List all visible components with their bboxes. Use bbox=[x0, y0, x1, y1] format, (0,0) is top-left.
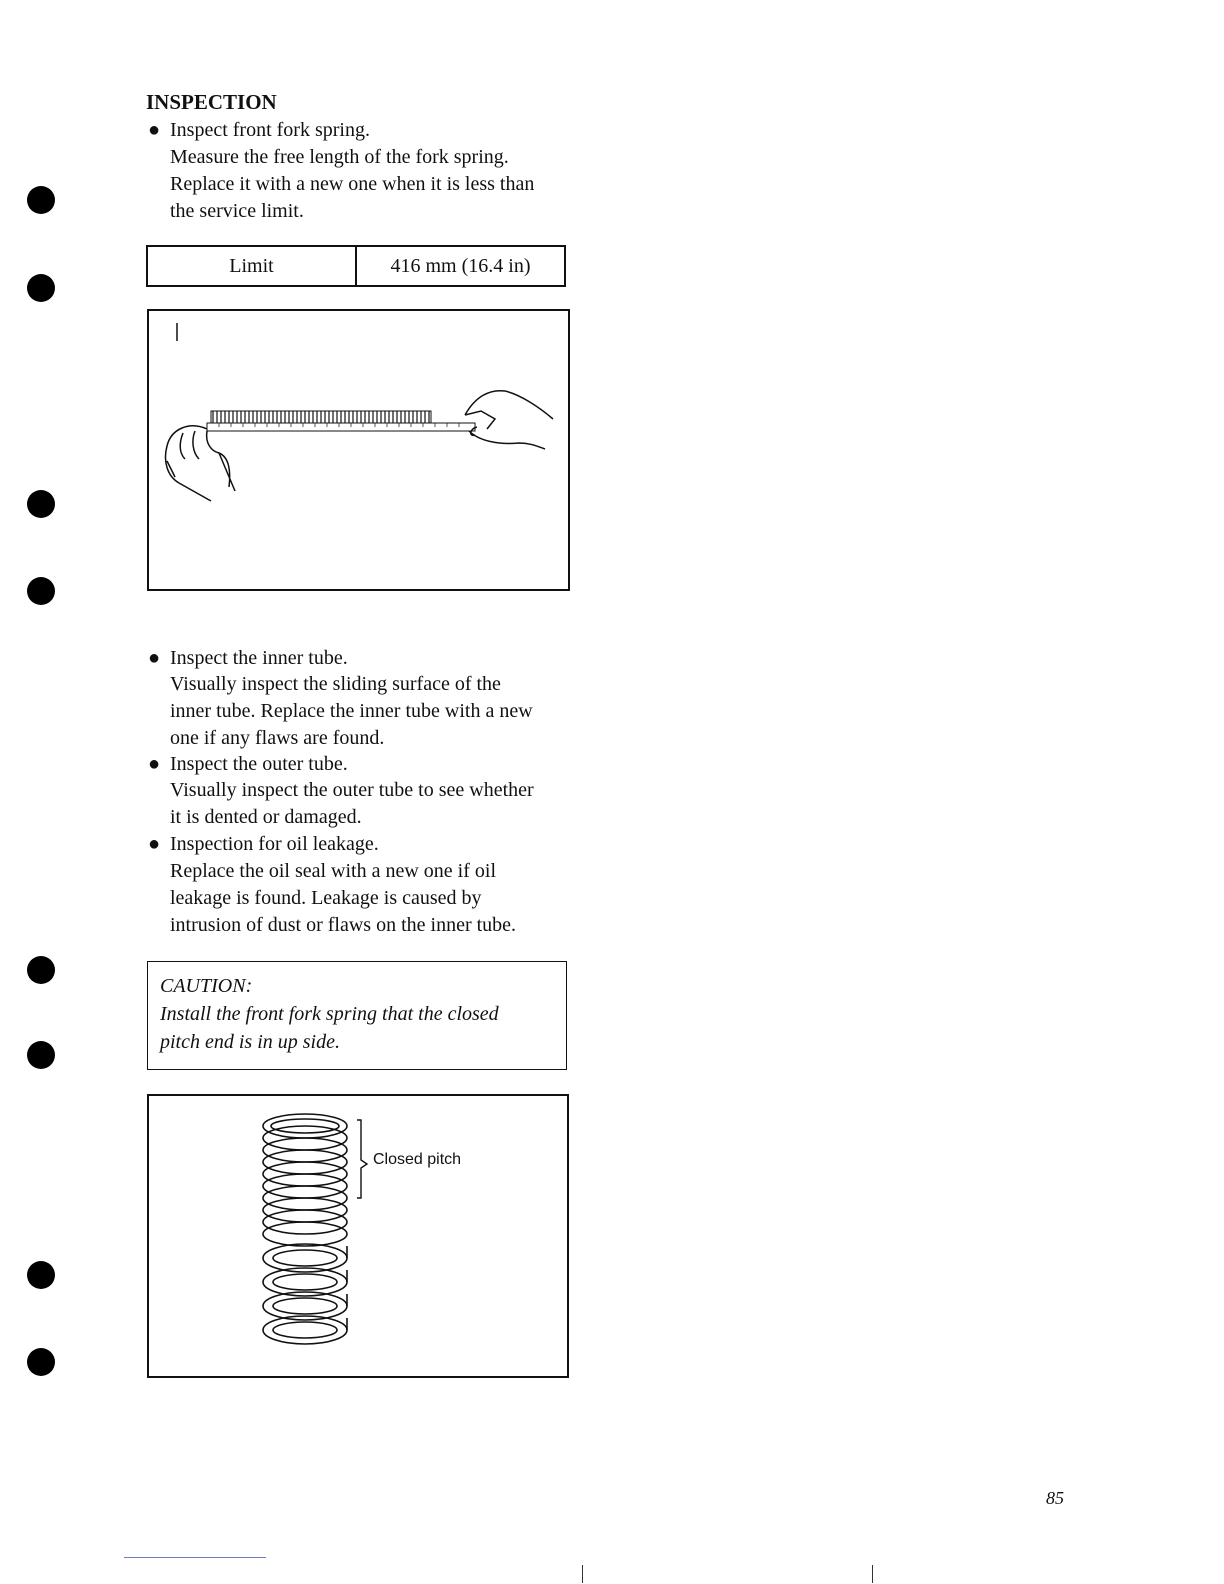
figure-spring-orientation bbox=[147, 1094, 569, 1378]
body-line: Replace the oil seal with a new one if oil bbox=[170, 860, 497, 882]
binder-hole bbox=[27, 577, 55, 605]
bottom-rule bbox=[124, 1557, 266, 1558]
body-line: intrusion of dust or flaws on the inner tube. bbox=[170, 914, 517, 936]
bullet-dot: ● bbox=[148, 753, 161, 775]
body-line: Visually inspect the outer tube to see whether bbox=[170, 779, 534, 801]
scan-tick bbox=[872, 1565, 873, 1583]
closed-pitch-label: Closed pitch bbox=[373, 1151, 462, 1168]
body-line: inner tube. Replace the inner tube with a new bbox=[170, 700, 533, 722]
limit-label: Limit bbox=[148, 247, 357, 285]
bullet-title-outer-tube: Inspect the outer tube. bbox=[170, 753, 348, 775]
body-line: one if any flaws are found. bbox=[170, 727, 385, 749]
caution-body-line: pitch end is in up side. bbox=[160, 1031, 340, 1053]
bullet-body-outer-tube bbox=[170, 777, 568, 831]
body-line: Replace it with a new one when it is less than bbox=[170, 173, 535, 195]
spring-measurement-illustration bbox=[149, 311, 568, 589]
bullet-dot: ● bbox=[148, 833, 161, 855]
binder-hole bbox=[27, 1041, 55, 1069]
service-limit-table bbox=[146, 245, 566, 287]
coil-spring-illustration bbox=[149, 1096, 567, 1376]
bullet-dot: ● bbox=[148, 119, 161, 141]
caution-box bbox=[147, 961, 567, 1070]
bullet-body-spring bbox=[170, 144, 568, 225]
page-number: 85 bbox=[1046, 1488, 1064, 1508]
binder-hole bbox=[27, 186, 55, 214]
bullet-title-inner-tube: Inspect the inner tube. bbox=[170, 647, 348, 669]
binder-hole bbox=[27, 274, 55, 302]
body-line: Measure the free length of the fork spring. bbox=[170, 146, 509, 168]
body-line: it is dented or damaged. bbox=[170, 806, 362, 828]
bullet-body-oil-leakage bbox=[170, 858, 568, 939]
body-line: leakage is found. Leakage is caused by bbox=[170, 887, 482, 909]
caution-title: CAUTION: bbox=[160, 975, 253, 997]
binder-hole bbox=[27, 1261, 55, 1289]
figure-spring-measurement bbox=[147, 309, 570, 591]
binder-hole bbox=[27, 1348, 55, 1376]
body-line: the service limit. bbox=[170, 200, 304, 222]
bullet-dot: ● bbox=[148, 647, 161, 669]
bullet-body-inner-tube bbox=[170, 671, 568, 752]
bullet-title-oil-leakage: Inspection for oil leakage. bbox=[170, 833, 379, 855]
body-line: Visually inspect the sliding surface of the bbox=[170, 673, 501, 695]
scan-tick bbox=[582, 1565, 583, 1583]
binder-hole bbox=[27, 490, 55, 518]
bullet-title-spring: Inspect front fork spring. bbox=[170, 119, 370, 141]
limit-value: 416 mm (16.4 in) bbox=[390, 254, 531, 277]
section-heading: INSPECTION bbox=[146, 90, 277, 114]
binder-hole bbox=[27, 956, 55, 984]
caution-body-line: Install the front fork spring that the closed bbox=[160, 1003, 499, 1025]
